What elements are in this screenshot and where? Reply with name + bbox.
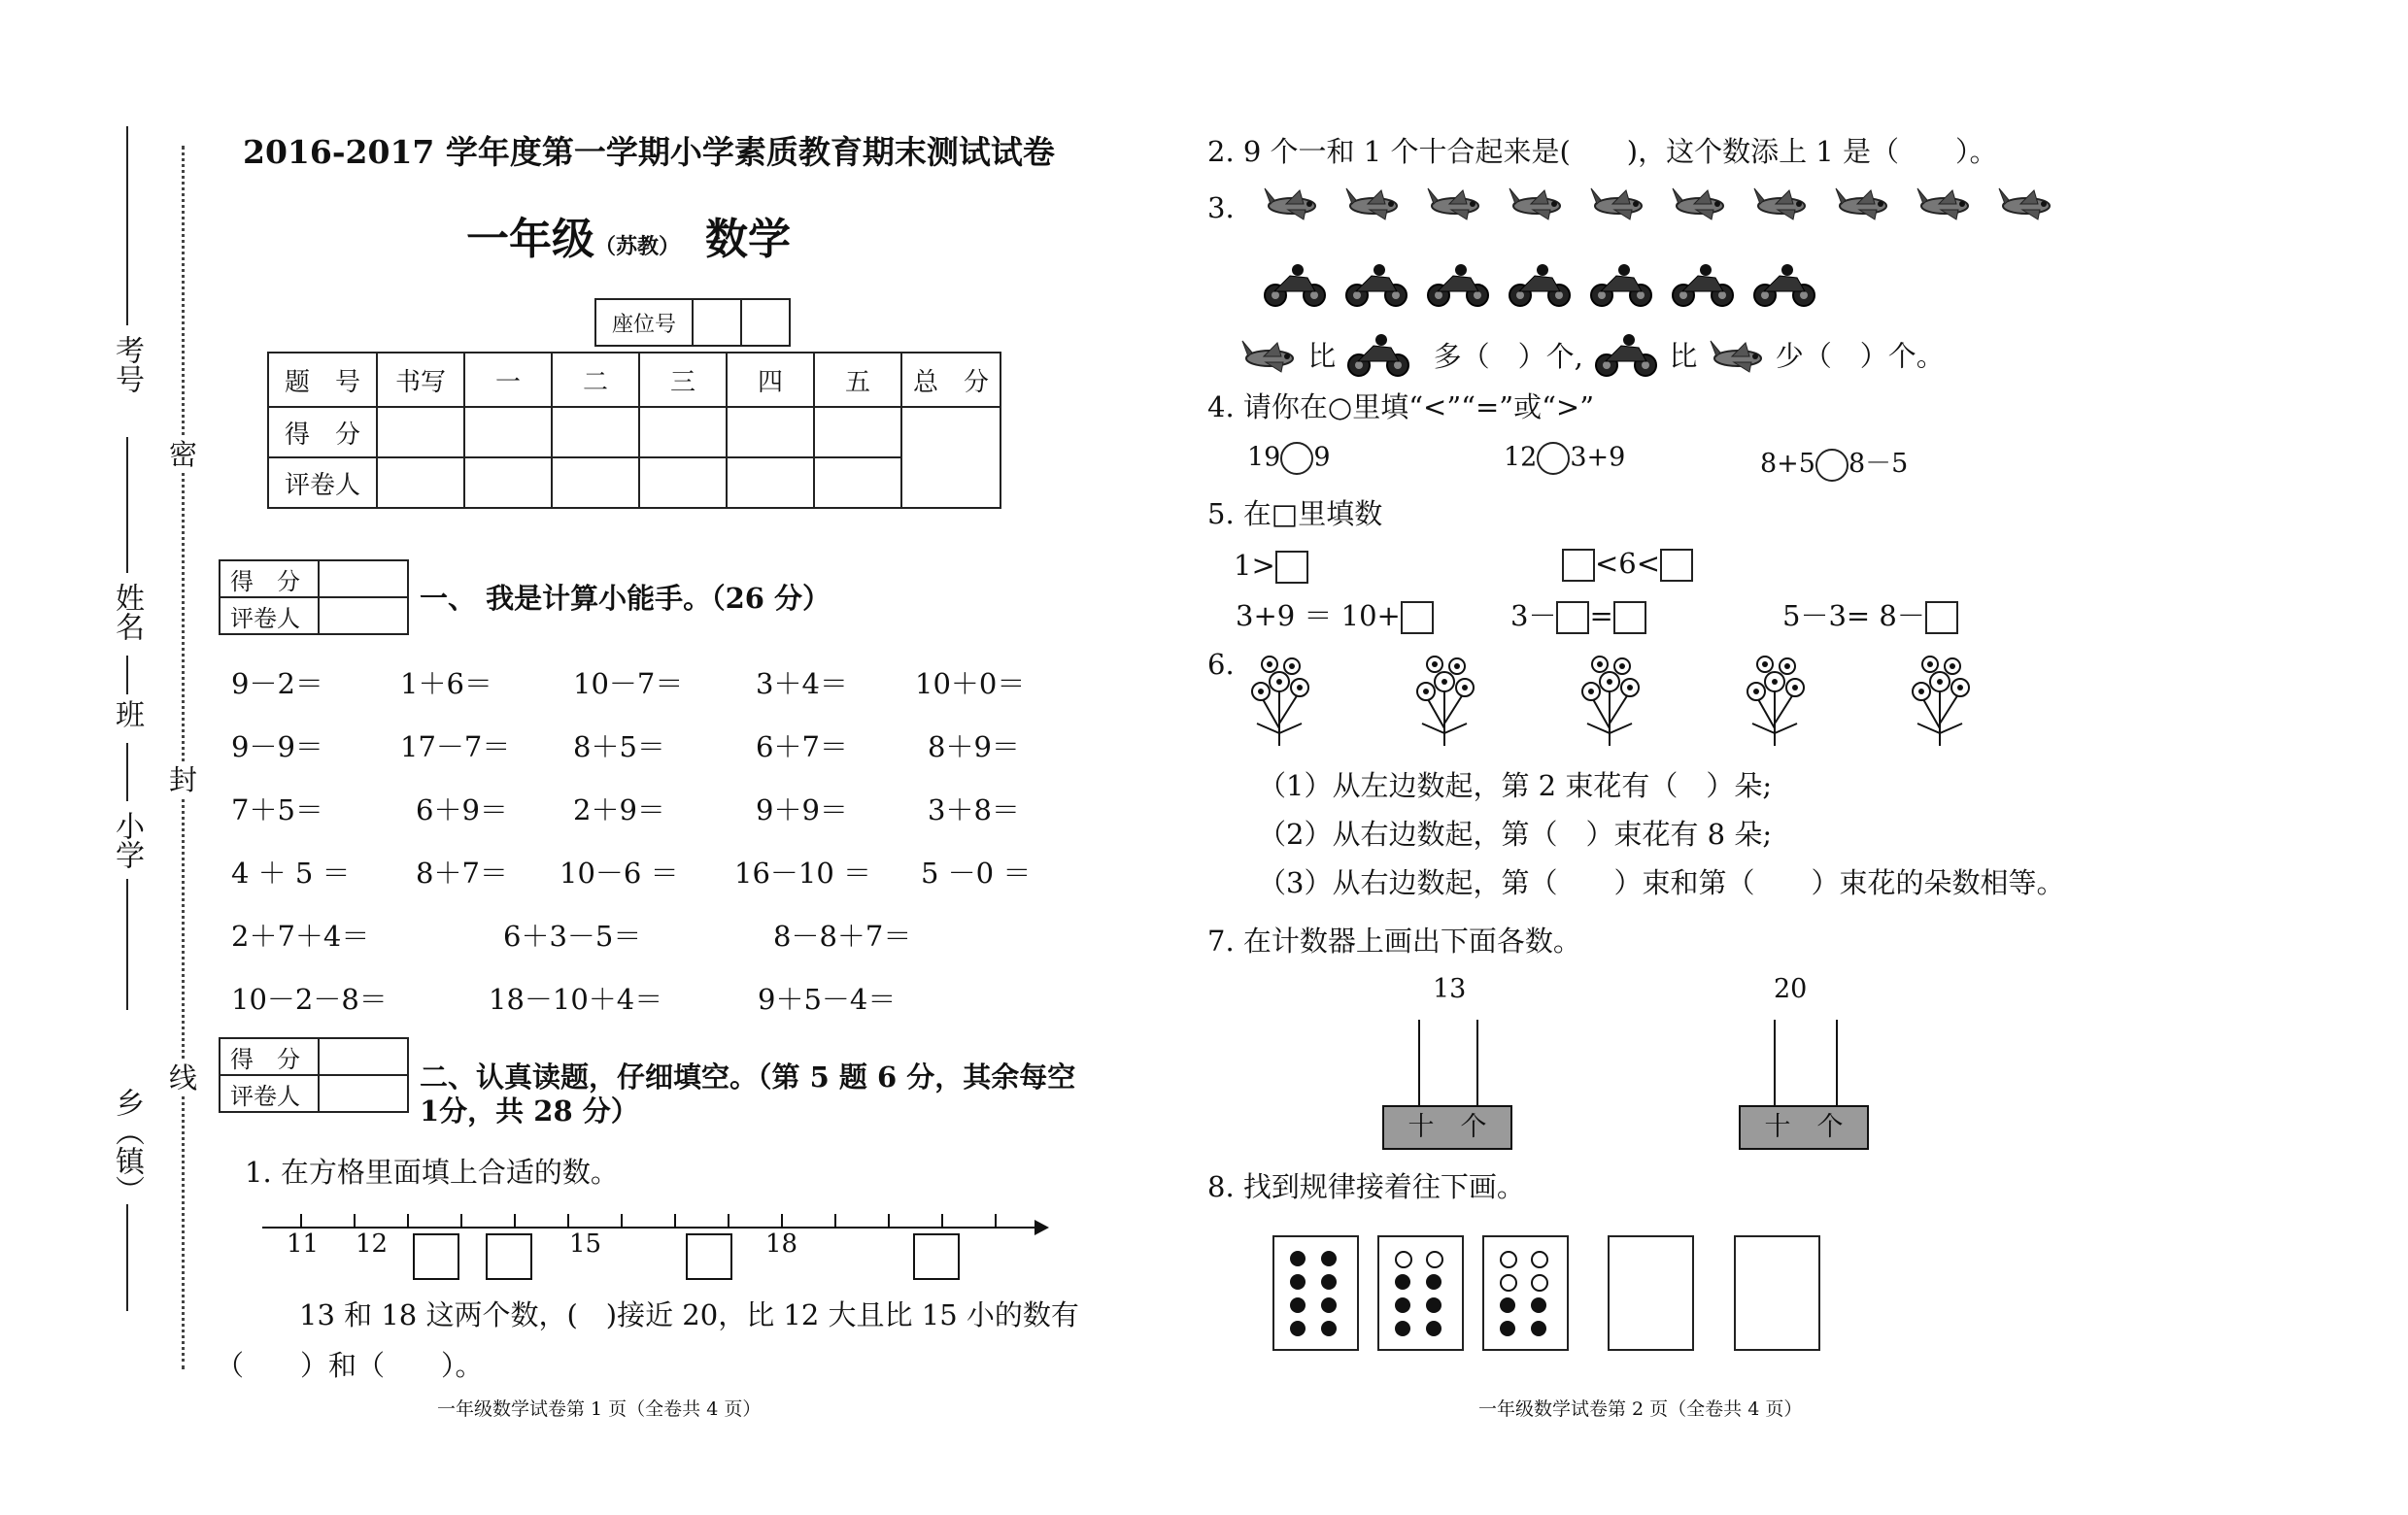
calc-item: 9＋5－4＝ <box>758 983 897 1016</box>
q5-d-text: 3－ <box>1510 599 1557 632</box>
q4-right: 8－5 <box>1848 449 1909 479</box>
numberline-label: 15 <box>569 1229 602 1259</box>
calc-item: 6＋9＝ <box>416 793 508 826</box>
q4-right: 3+9 <box>1570 442 1626 473</box>
calc-item: 10－2－8＝ <box>231 983 388 1016</box>
numberline-label: 18 <box>765 1229 798 1259</box>
score-header-cell: 四 <box>727 353 814 407</box>
seat-label: 座位号 <box>595 299 693 346</box>
airplane-icon <box>1342 181 1403 227</box>
q5-a <box>1234 549 1308 584</box>
abacus2-number: 20 <box>1774 974 1808 1004</box>
calc-item: 6＋3－5＝ <box>503 920 642 953</box>
pattern-box-1 <box>1272 1235 1359 1351</box>
motorcycle-icon <box>1342 260 1410 313</box>
mini-grader-label: 评卷人 <box>220 597 319 634</box>
compare-circle[interactable] <box>1280 442 1313 475</box>
q5-a-text: 1> <box>1234 549 1275 582</box>
calc-item: 6＋7＝ <box>756 730 848 763</box>
score-header-cell: 三 <box>639 353 727 407</box>
xiang-label: 乡（镇） <box>110 1088 144 1204</box>
ban-label: 班 <box>110 699 144 728</box>
score-cell[interactable] <box>727 407 814 457</box>
score-header-cell: 五 <box>814 353 901 407</box>
flower-bunch-icon <box>1408 641 1481 752</box>
abacus-rod <box>1476 1020 1478 1107</box>
exam-title: 2016-2017 学年度第一学期小学素质教育期末测试试卷 <box>243 133 1055 171</box>
q1-text-line1: 13 和 18 这两个数，( )接近 20，比 12 大且比 15 小的数有 <box>299 1298 1079 1331</box>
score-header-cell: 二 <box>552 353 639 407</box>
pattern-box-2 <box>1377 1235 1464 1351</box>
q6-sub2: （2）从右边数起，第（ ）束花有 8 朵; <box>1258 818 1773 851</box>
grader-cell[interactable] <box>639 457 727 508</box>
calc-item: 1＋6＝ <box>400 667 492 700</box>
feng-label: 封 <box>169 763 198 796</box>
mi-label: 密 <box>169 438 198 471</box>
score-cell[interactable] <box>814 407 901 457</box>
q1-text: 1. 在方格里面填上合适的数。 <box>245 1156 619 1189</box>
q4-left: 19 <box>1247 442 1281 473</box>
calc-item: 10－6 ＝ <box>560 857 679 890</box>
motorcycle-icon <box>1506 260 1574 313</box>
answer-box[interactable] <box>1401 601 1434 634</box>
seat-cell[interactable] <box>693 299 741 346</box>
pattern-answer-box[interactable] <box>1608 1235 1694 1351</box>
calc-item: 18－10＋4＝ <box>489 983 663 1016</box>
airplane-icon <box>1261 181 1321 227</box>
score-header-cell: 题 号 <box>268 353 377 407</box>
calc-item: 8＋9＝ <box>928 730 1020 763</box>
numberline-answer-box[interactable] <box>913 1233 960 1280</box>
abacus-rod <box>1836 1020 1838 1107</box>
binding-line <box>126 656 128 694</box>
calc-item: 2＋7＋4＝ <box>231 920 370 953</box>
answer-box[interactable] <box>1925 601 1958 634</box>
grader-cell[interactable] <box>552 457 639 508</box>
calc-item: 8＋5＝ <box>573 730 665 763</box>
abacus-rod <box>1418 1020 1420 1107</box>
q5-b-text: <6< <box>1595 547 1661 580</box>
section2-score-box <box>219 1037 409 1113</box>
q3-shao: 少（ ）个。 <box>1775 339 1945 373</box>
xiaoxue-label: 小学 <box>110 811 144 869</box>
answer-box[interactable] <box>1275 551 1308 584</box>
q6-sub1: （1）从左边数起，第 2 束花有（ ）朵; <box>1258 769 1773 802</box>
calc-item: 2＋9＝ <box>573 793 665 826</box>
abacus1-base: 十 个 <box>1382 1105 1512 1150</box>
calc-item: 16－10 ＝ <box>734 857 872 890</box>
motorcycle-icon <box>1750 260 1818 313</box>
motorcycle-icon <box>1669 260 1737 313</box>
xian-label: 线 <box>169 1061 198 1094</box>
score-row-label: 得 分 <box>268 407 377 457</box>
mini-score-cell[interactable] <box>319 1038 408 1075</box>
q3-bi: 比 <box>1307 339 1337 373</box>
airplane-icon <box>1506 181 1566 227</box>
grader-cell[interactable] <box>377 457 464 508</box>
answer-box[interactable] <box>1556 601 1589 634</box>
grade-text: 一年级 <box>466 215 594 264</box>
q5-text: 5. 在□里填数 <box>1207 497 1383 530</box>
motorcycle-icon <box>1261 260 1329 313</box>
q5-e-text: 5－3= 8－ <box>1782 599 1925 632</box>
calc-item: 8－8＋7＝ <box>773 920 912 953</box>
numberline-label: 11 <box>287 1229 320 1259</box>
q3-duo: 多（ ）个, <box>1433 339 1583 373</box>
q2-text: 2. 9 个一和 1 个十合起来是( )，这个数添上 1 是（ ）。 <box>1207 135 1998 168</box>
grader-cell[interactable] <box>727 457 814 508</box>
motorcycle-icon <box>1344 330 1412 386</box>
score-cell[interactable] <box>639 407 727 457</box>
q4-item <box>1504 442 1625 475</box>
grade-subject-line <box>466 204 791 266</box>
footer-right: 一年级数学试卷第 2 页（全卷共 4 页） <box>1478 1398 1803 1420</box>
grader-cell[interactable] <box>814 457 901 508</box>
binding-line <box>126 1204 128 1311</box>
q7-text: 7. 在计数器上画出下面各数。 <box>1207 925 1581 958</box>
q4-item <box>1247 442 1331 475</box>
calc-item: 8＋7＝ <box>416 857 508 890</box>
answer-box[interactable] <box>1613 601 1646 634</box>
calc-item: 3＋4＝ <box>756 667 848 700</box>
q4-text: 4. 请你在○里填“<”“=”或“>” <box>1207 390 1595 423</box>
answer-box[interactable] <box>1562 549 1595 582</box>
abacus1-number: 13 <box>1433 974 1467 1004</box>
section2-title-line2: 1分，共 28 分） <box>420 1094 639 1128</box>
motorcycle-icon <box>1587 260 1655 313</box>
airplane-icon <box>1995 181 2055 227</box>
abacus2-base: 十 个 <box>1739 1105 1869 1150</box>
flower-bunch-icon <box>1739 641 1812 752</box>
q5-d <box>1510 594 1646 634</box>
binding-line <box>126 126 128 325</box>
q3-compare-line <box>1238 330 1945 386</box>
section1-title: 一、 我是计算小能手。（26 分） <box>420 582 831 615</box>
footer-left: 一年级数学试卷第 1 页（全卷共 4 页） <box>437 1398 762 1420</box>
q5-d-eq: = <box>1589 599 1613 632</box>
airplane-icon <box>1832 181 1892 227</box>
q4-item <box>1760 442 1908 482</box>
mini-score-cell[interactable] <box>319 560 408 597</box>
q4-left: 8+5 <box>1760 449 1815 479</box>
calc-item: 4 ＋ 5 ＝ <box>231 857 351 890</box>
compare-circle[interactable] <box>1537 442 1570 475</box>
calc-item: 10＋0＝ <box>915 667 1026 700</box>
calc-item: 7＋5＝ <box>231 793 323 826</box>
q1-text-line2: （ ）和（ ）。 <box>216 1349 484 1382</box>
calc-item: 9＋9＝ <box>756 793 848 826</box>
flower-bunch-icon <box>1904 641 1977 752</box>
seat-number-table <box>594 298 791 347</box>
edition-text: （苏教） <box>594 234 681 259</box>
flower-bunch-icon <box>1243 641 1316 752</box>
calc-item: 10－7＝ <box>573 667 684 700</box>
q3-number: 3. <box>1207 191 1235 224</box>
q4-left: 12 <box>1504 442 1538 473</box>
score-header-cell: 书写 <box>377 353 464 407</box>
binding-line <box>126 437 128 573</box>
score-table <box>267 352 1001 509</box>
q5-c-text: 3+9 ＝ 10+ <box>1236 599 1401 632</box>
score-cell[interactable] <box>464 407 552 457</box>
q6-sub3: （3）从右边数起，第（ ）束和第（ ）束花的朵数相等。 <box>1258 866 2065 899</box>
q3-bi: 比 <box>1669 339 1698 373</box>
binding-line <box>126 743 128 801</box>
q5-c <box>1236 594 1434 634</box>
calc-item: 17－7＝ <box>400 730 511 763</box>
motorcycle-icon <box>1424 260 1492 313</box>
calc-item: 5 －0 ＝ <box>921 857 1032 890</box>
q8-text: 8. 找到规律接着往下画。 <box>1207 1170 1525 1203</box>
section1-score-box <box>219 559 409 635</box>
pattern-answer-box[interactable] <box>1734 1235 1820 1351</box>
pattern-box-3 <box>1482 1235 1569 1351</box>
flower-bunch-row <box>1243 641 2069 752</box>
q5-b <box>1562 547 1693 582</box>
score-cell[interactable] <box>552 407 639 457</box>
answer-box[interactable] <box>1660 549 1693 582</box>
mini-score-label: 得 分 <box>220 1038 319 1075</box>
mini-grader-cell[interactable] <box>319 597 408 634</box>
numberline-answer-box[interactable] <box>486 1233 532 1280</box>
numberline-answer-box[interactable] <box>686 1233 732 1280</box>
motorcycle-icon <box>1592 330 1660 386</box>
airplane-icon <box>1587 181 1647 227</box>
compare-circle[interactable] <box>1815 449 1848 482</box>
calc-item: 9－2＝ <box>231 667 323 700</box>
flower-bunch-icon <box>1574 641 1646 752</box>
abacus-rod <box>1774 1020 1776 1107</box>
numberline-label: 12 <box>356 1229 389 1259</box>
airplane-row <box>1261 181 2077 227</box>
numberline-answer-box[interactable] <box>413 1233 459 1280</box>
mini-grader-label: 评卷人 <box>220 1075 319 1112</box>
q6-number: 6. <box>1207 648 1235 681</box>
grader-row-label: 评卷人 <box>268 457 377 508</box>
calc-item: 3＋8＝ <box>928 793 1020 826</box>
mini-grader-cell[interactable] <box>319 1075 408 1112</box>
airplane-icon <box>1707 333 1767 383</box>
xingming-label: 姓名 <box>110 583 144 641</box>
section2-title-line1: 二、认真读题，仔细填空。（第 5 题 6 分，其余每空 <box>420 1060 1076 1094</box>
airplane-icon <box>1238 333 1299 383</box>
mini-score-label: 得 分 <box>220 560 319 597</box>
q5-e <box>1782 594 1958 634</box>
q4-right: 9 <box>1313 442 1331 473</box>
score-header-cell: 总 分 <box>901 353 1001 407</box>
airplane-icon <box>1750 181 1811 227</box>
airplane-icon <box>1914 181 1974 227</box>
score-cell[interactable] <box>377 407 464 457</box>
binding-line <box>126 879 128 1010</box>
subject-text: 数学 <box>705 215 792 264</box>
grader-cell[interactable] <box>464 457 552 508</box>
airplane-icon <box>1669 181 1729 227</box>
airplane-icon <box>1424 181 1484 227</box>
motorcycle-row <box>1261 260 1832 313</box>
score-header-cell: 一 <box>464 353 552 407</box>
seat-cell[interactable] <box>741 299 790 346</box>
seal-dotted-line <box>182 146 185 1369</box>
calc-item: 9－9＝ <box>231 730 323 763</box>
kaohao-label: 考号 <box>110 335 144 393</box>
total-score-cell[interactable] <box>901 407 1001 508</box>
